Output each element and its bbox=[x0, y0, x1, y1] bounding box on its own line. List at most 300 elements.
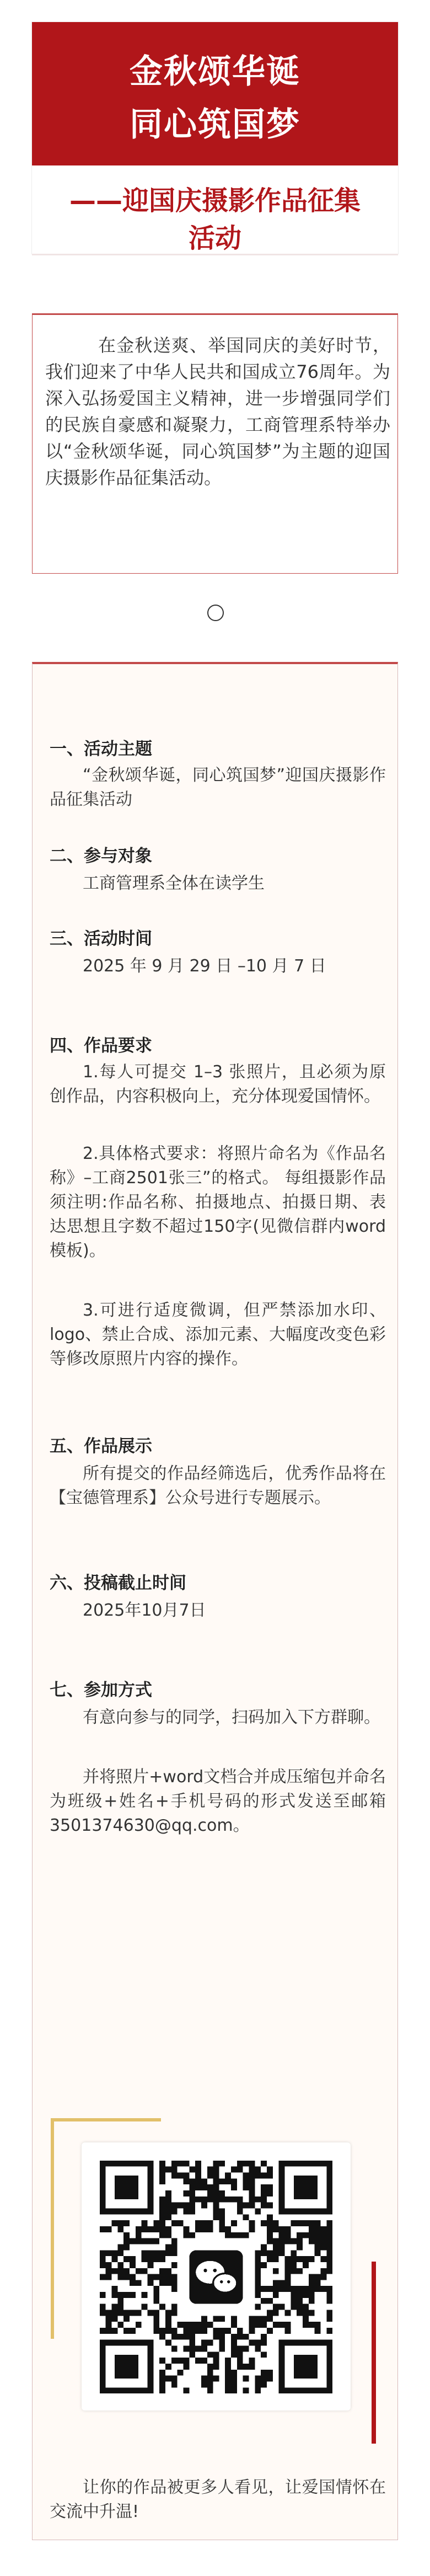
qr-module bbox=[123, 2220, 130, 2226]
qr-module bbox=[279, 2226, 285, 2232]
gold-frame-accent-top bbox=[51, 2118, 161, 2121]
qr-module bbox=[123, 2244, 130, 2250]
qr-module bbox=[267, 2220, 273, 2226]
qr-module bbox=[207, 2172, 213, 2178]
qr-module bbox=[243, 2376, 249, 2382]
qr-module bbox=[267, 2298, 273, 2304]
qr-module bbox=[255, 2262, 261, 2268]
section-body-time: 2025 年 9 月 29 日 –10 月 7 日 bbox=[83, 956, 326, 976]
qr-module bbox=[243, 2334, 249, 2340]
qr-module bbox=[106, 2328, 112, 2334]
section-heading-time: 三、活动时间 bbox=[50, 929, 152, 949]
qr-module bbox=[267, 2250, 273, 2256]
qr-module bbox=[243, 2178, 249, 2184]
qr-module bbox=[255, 2376, 261, 2382]
qr-module bbox=[165, 2268, 171, 2274]
qr-module bbox=[195, 2328, 201, 2334]
qr-module bbox=[261, 2316, 267, 2322]
qr-module bbox=[315, 2220, 321, 2226]
qr-module bbox=[225, 2387, 231, 2393]
qr-module bbox=[195, 2184, 201, 2190]
qr-module bbox=[237, 2208, 243, 2214]
qr-module bbox=[255, 2304, 261, 2310]
qr-module bbox=[207, 2196, 213, 2203]
qr-module bbox=[130, 2256, 136, 2262]
qr-module bbox=[159, 2172, 165, 2178]
qr-module bbox=[303, 2316, 309, 2322]
qr-module bbox=[171, 2167, 178, 2173]
qr-module bbox=[183, 2358, 189, 2364]
qr-module bbox=[117, 2226, 123, 2232]
qr-module bbox=[159, 2214, 165, 2220]
qr-module bbox=[207, 2167, 213, 2173]
gold-frame-accent bbox=[51, 2118, 76, 2339]
qr-module bbox=[147, 2256, 153, 2262]
qr-module bbox=[130, 2274, 136, 2280]
qr-module bbox=[315, 2286, 321, 2292]
qr-module bbox=[201, 2382, 207, 2388]
qr-module bbox=[130, 2292, 136, 2298]
qr-module bbox=[237, 2351, 243, 2358]
qr-module bbox=[261, 2286, 267, 2292]
qr-module bbox=[153, 2328, 159, 2334]
qr-module bbox=[130, 2238, 136, 2244]
qr-module bbox=[326, 2262, 332, 2268]
qr-module bbox=[267, 2214, 273, 2220]
qr-module bbox=[201, 2220, 207, 2226]
qr-module bbox=[291, 2250, 297, 2256]
qr-module bbox=[261, 2196, 267, 2203]
qr-module bbox=[159, 2268, 165, 2274]
qr-module bbox=[219, 2346, 225, 2352]
qr-module bbox=[303, 2220, 309, 2226]
qr-module bbox=[279, 2322, 285, 2328]
qr-finder-top-left bbox=[100, 2161, 153, 2214]
qr-module bbox=[171, 2376, 178, 2382]
qr-module bbox=[249, 2184, 255, 2190]
qr-module bbox=[106, 2226, 112, 2232]
qr-module bbox=[171, 2172, 178, 2178]
qr-module bbox=[261, 2220, 267, 2226]
qr-module bbox=[153, 2256, 159, 2262]
qr-module bbox=[195, 2358, 201, 2364]
qr-module bbox=[213, 2208, 219, 2214]
qr-code-icon[interactable] bbox=[94, 2155, 338, 2399]
qr-module bbox=[183, 2172, 189, 2178]
qr-module bbox=[231, 2382, 237, 2388]
qr-module bbox=[321, 2268, 327, 2274]
qr-module bbox=[111, 2316, 117, 2322]
qr-module bbox=[261, 2161, 267, 2167]
qr-module bbox=[111, 2304, 117, 2310]
qr-module bbox=[213, 2214, 219, 2220]
qr-module bbox=[255, 2172, 261, 2178]
qr-module bbox=[255, 2256, 261, 2262]
qr-module bbox=[106, 2262, 112, 2268]
qr-module bbox=[297, 2304, 303, 2310]
qr-module bbox=[201, 2196, 207, 2203]
qr-module bbox=[100, 2226, 106, 2232]
qr-module bbox=[297, 2232, 303, 2238]
qr-module bbox=[231, 2220, 237, 2226]
qr-module bbox=[249, 2178, 255, 2184]
qr-module bbox=[225, 2364, 231, 2370]
qr-module bbox=[297, 2286, 303, 2292]
qr-module bbox=[171, 2304, 178, 2310]
qr-module bbox=[273, 2292, 279, 2298]
qr-module bbox=[183, 2322, 189, 2328]
qr-module bbox=[189, 2184, 195, 2190]
qr-module bbox=[165, 2244, 171, 2250]
qr-module bbox=[159, 2370, 165, 2376]
qr-module bbox=[117, 2262, 123, 2268]
qr-module bbox=[255, 2346, 261, 2352]
requirement-item-2: 2.具体格式要求：将照片命名为《作品名称》–工商2501张三”的格式。 每组摄影作品须注明:作品名称、拍摄地点、拍摄日期、表达思想且字数不超过150字(见微信群内word模板)。 bbox=[50, 1144, 386, 1260]
qr-module bbox=[279, 2286, 285, 2292]
qr-module bbox=[130, 2280, 136, 2286]
qr-module bbox=[231, 2340, 237, 2346]
qr-module bbox=[213, 2167, 219, 2173]
qr-module bbox=[171, 2203, 178, 2209]
qr-module bbox=[165, 2203, 171, 2209]
qr-module bbox=[225, 2376, 231, 2382]
qr-module bbox=[297, 2298, 303, 2304]
qr-module bbox=[207, 2382, 213, 2388]
qr-module bbox=[159, 2256, 165, 2262]
qr-module bbox=[117, 2220, 123, 2226]
qr-module bbox=[326, 2244, 332, 2250]
qr-module bbox=[123, 2268, 130, 2274]
qr-module bbox=[201, 2322, 207, 2328]
qr-module bbox=[326, 2256, 332, 2262]
qr-module bbox=[315, 2232, 321, 2238]
qr-module bbox=[249, 2358, 255, 2364]
qr-module bbox=[171, 2208, 178, 2214]
qr-module bbox=[165, 2226, 171, 2232]
qr-module bbox=[213, 2203, 219, 2209]
qr-module bbox=[321, 2232, 327, 2238]
qr-module bbox=[326, 2220, 332, 2226]
qr-module bbox=[189, 2351, 195, 2358]
qr-module bbox=[291, 2238, 297, 2244]
qr-module bbox=[225, 2172, 231, 2178]
qr-module bbox=[117, 2250, 123, 2256]
qr-module bbox=[225, 2328, 231, 2334]
qr-module bbox=[142, 2220, 148, 2226]
qr-module bbox=[159, 2226, 165, 2232]
qr-module bbox=[159, 2178, 165, 2184]
qr-module bbox=[189, 2232, 195, 2238]
qr-module bbox=[142, 2238, 148, 2244]
qr-module bbox=[153, 2226, 159, 2232]
requirement-item-3: 3.可进行适度微调，但严禁添加水印、logo、禁止合成、添加元素、大幅度改变色彩等修改原照片内容的操作。 bbox=[50, 1301, 386, 1369]
qr-module bbox=[136, 2280, 142, 2286]
qr-module bbox=[213, 2196, 219, 2203]
qr-module bbox=[171, 2250, 178, 2256]
qr-module bbox=[285, 2328, 291, 2334]
qr-module bbox=[111, 2256, 117, 2262]
wechat-icon bbox=[183, 2244, 249, 2310]
qr-module bbox=[165, 2167, 171, 2173]
qr-module bbox=[171, 2310, 178, 2316]
qr-module bbox=[213, 2351, 219, 2358]
qr-module bbox=[261, 2190, 267, 2196]
section-heading-showcase: 五、作品展示 bbox=[50, 1436, 152, 1456]
qr-module bbox=[315, 2244, 321, 2250]
qr-module bbox=[189, 2208, 195, 2214]
qr-module bbox=[237, 2346, 243, 2352]
qr-module bbox=[142, 2268, 148, 2274]
qr-module bbox=[111, 2328, 117, 2334]
qr-module bbox=[123, 2316, 130, 2322]
qr-module bbox=[309, 2286, 315, 2292]
qr-module bbox=[153, 2322, 159, 2328]
qr-module bbox=[255, 2167, 261, 2173]
qr-module bbox=[249, 2161, 255, 2167]
qr-module bbox=[249, 2167, 255, 2173]
qr-finder-bottom-left bbox=[100, 2340, 153, 2393]
qr-module bbox=[130, 2328, 136, 2334]
qr-module bbox=[261, 2298, 267, 2304]
qr-module bbox=[106, 2250, 112, 2256]
qr-module bbox=[315, 2250, 321, 2256]
qr-module bbox=[237, 2196, 243, 2203]
section-body-participants: 工商管理系全体在读学生 bbox=[83, 874, 265, 893]
qr-module bbox=[147, 2280, 153, 2286]
qr-module bbox=[165, 2196, 171, 2203]
qr-module bbox=[279, 2280, 285, 2286]
section-body-showcase: 所有提交的作品经筛选后，优秀作品将在【宝德管理系】公众号进行专题展示。 bbox=[50, 1464, 386, 1508]
qr-module bbox=[165, 2364, 171, 2370]
qr-module bbox=[255, 2387, 261, 2393]
qr-module bbox=[171, 2286, 178, 2292]
qr-module bbox=[231, 2334, 237, 2340]
qr-module bbox=[213, 2376, 219, 2382]
qr-module bbox=[201, 2376, 207, 2382]
qr-module bbox=[267, 2203, 273, 2209]
title-line-2: 同心筑国梦 bbox=[130, 105, 300, 144]
qr-module bbox=[285, 2268, 291, 2274]
qr-module bbox=[178, 2172, 184, 2178]
qr-module bbox=[249, 2226, 255, 2232]
section-heading-requirements: 四、作品要求 bbox=[50, 1036, 152, 1056]
qr-module bbox=[207, 2370, 213, 2376]
qr-module bbox=[315, 2328, 321, 2334]
qr-module bbox=[255, 2316, 261, 2322]
qr-module bbox=[213, 2358, 219, 2364]
qr-module bbox=[189, 2196, 195, 2203]
qr-module bbox=[159, 2382, 165, 2388]
qr-module bbox=[303, 2292, 309, 2298]
qr-module bbox=[207, 2351, 213, 2358]
qr-module bbox=[136, 2322, 142, 2328]
qr-module bbox=[100, 2256, 106, 2262]
qr-module bbox=[183, 2226, 189, 2232]
qr-module bbox=[195, 2196, 201, 2203]
qr-module bbox=[243, 2387, 249, 2393]
qr-module bbox=[100, 2274, 106, 2280]
section-body-deadline: 2025年10月7日 bbox=[83, 1601, 206, 1620]
qr-module bbox=[142, 2226, 148, 2232]
qr-module bbox=[273, 2220, 279, 2226]
qr-module bbox=[219, 2340, 225, 2346]
section-heading-how-to-join: 七、参加方式 bbox=[50, 1680, 152, 1700]
qr-module bbox=[195, 2346, 201, 2352]
qr-module bbox=[231, 2196, 237, 2203]
qr-module bbox=[165, 2208, 171, 2214]
qr-module bbox=[189, 2203, 195, 2209]
qr-module bbox=[111, 2310, 117, 2316]
qr-module bbox=[267, 2370, 273, 2376]
qr-module bbox=[267, 2184, 273, 2190]
qr-module bbox=[111, 2268, 117, 2274]
qr-module bbox=[117, 2292, 123, 2298]
qr-module bbox=[303, 2310, 309, 2316]
qr-module bbox=[291, 2286, 297, 2292]
qr-module bbox=[207, 2190, 213, 2196]
qr-module bbox=[201, 2226, 207, 2232]
section-heading-theme: 一、活动主题 bbox=[50, 739, 152, 759]
qr-module bbox=[261, 2184, 267, 2190]
qr-module bbox=[285, 2232, 291, 2238]
qr-module bbox=[303, 2286, 309, 2292]
qr-module bbox=[117, 2310, 123, 2316]
requirement-item-1: 1.每人可提交 1–3 张照片，且必须为原创作品，内容积极向上，充分体现爱国情怀。 bbox=[50, 1062, 386, 1106]
qr-module bbox=[321, 2274, 327, 2280]
qr-module bbox=[178, 2322, 184, 2328]
qr-module bbox=[255, 2322, 261, 2328]
qr-module bbox=[213, 2178, 219, 2184]
qr-module bbox=[183, 2178, 189, 2184]
qr-module bbox=[213, 2161, 219, 2167]
qr-module bbox=[309, 2256, 315, 2262]
qr-module bbox=[315, 2226, 321, 2232]
qr-module bbox=[285, 2238, 291, 2244]
qr-module bbox=[309, 2274, 315, 2280]
qr-module bbox=[326, 2286, 332, 2292]
qr-module bbox=[261, 2340, 267, 2346]
qr-module bbox=[267, 2238, 273, 2244]
qr-module bbox=[153, 2298, 159, 2304]
qr-module bbox=[123, 2256, 130, 2262]
qr-module bbox=[165, 2280, 171, 2286]
qr-module bbox=[225, 2358, 231, 2364]
qr-module bbox=[219, 2196, 225, 2203]
qr-module bbox=[159, 2232, 165, 2238]
qr-module bbox=[303, 2304, 309, 2310]
qr-module bbox=[315, 2274, 321, 2280]
qr-module bbox=[100, 2304, 106, 2310]
qr-module bbox=[297, 2268, 303, 2274]
qr-module bbox=[267, 2232, 273, 2238]
qr-module bbox=[189, 2190, 195, 2196]
qr-module bbox=[279, 2238, 285, 2244]
qr-module bbox=[207, 2322, 213, 2328]
qr-module bbox=[106, 2316, 112, 2322]
qr-module bbox=[243, 2172, 249, 2178]
qr-module bbox=[267, 2172, 273, 2178]
qr-module bbox=[195, 2226, 201, 2232]
qr-module bbox=[171, 2274, 178, 2280]
qr-module bbox=[201, 2328, 207, 2334]
qr-module bbox=[243, 2161, 249, 2167]
qr-module bbox=[261, 2334, 267, 2340]
qr-module bbox=[309, 2280, 315, 2286]
qr-module bbox=[309, 2322, 315, 2328]
qr-module bbox=[243, 2232, 249, 2238]
qr-module bbox=[267, 2328, 273, 2334]
qr-module bbox=[326, 2316, 332, 2322]
qr-module bbox=[303, 2232, 309, 2238]
qr-module bbox=[183, 2190, 189, 2196]
section-body-theme: “金秋颂华诞，同心筑国梦”迎国庆摄影作品征集活动 bbox=[50, 766, 386, 809]
qr-code-card[interactable] bbox=[82, 2142, 351, 2411]
qr-module bbox=[117, 2304, 123, 2310]
qr-module bbox=[219, 2334, 225, 2340]
qr-module bbox=[267, 2316, 273, 2322]
qr-module bbox=[153, 2316, 159, 2322]
qr-module bbox=[285, 2256, 291, 2262]
qr-module bbox=[261, 2322, 267, 2328]
qr-module bbox=[261, 2244, 267, 2250]
qr-module bbox=[326, 2268, 332, 2274]
qr-module bbox=[261, 2262, 267, 2268]
qr-module bbox=[261, 2382, 267, 2388]
qr-module bbox=[207, 2220, 213, 2226]
qr-module bbox=[117, 2244, 123, 2250]
qr-module bbox=[153, 2250, 159, 2256]
qr-module bbox=[111, 2220, 117, 2226]
qr-module bbox=[273, 2268, 279, 2274]
qr-module bbox=[219, 2328, 225, 2334]
qr-module bbox=[273, 2238, 279, 2244]
qr-module bbox=[195, 2178, 201, 2184]
qr-module bbox=[326, 2298, 332, 2304]
qr-module bbox=[231, 2376, 237, 2382]
qr-module bbox=[237, 2358, 243, 2364]
qr-module bbox=[178, 2203, 184, 2209]
qr-module bbox=[237, 2161, 243, 2167]
subtitle bbox=[32, 182, 398, 257]
qr-module bbox=[267, 2376, 273, 2382]
qr-module bbox=[237, 2232, 243, 2238]
qr-module bbox=[165, 2340, 171, 2346]
qr-module bbox=[189, 2334, 195, 2340]
qr-module bbox=[231, 2387, 237, 2393]
qr-module bbox=[100, 2328, 106, 2334]
qr-module bbox=[147, 2262, 153, 2268]
qr-module bbox=[249, 2203, 255, 2209]
qr-module bbox=[279, 2304, 285, 2310]
qr-module bbox=[273, 2322, 279, 2328]
qr-module bbox=[237, 2334, 243, 2340]
qr-module bbox=[225, 2232, 231, 2238]
qr-module bbox=[213, 2364, 219, 2370]
qr-module bbox=[183, 2334, 189, 2340]
qr-module bbox=[273, 2304, 279, 2310]
qr-module bbox=[219, 2316, 225, 2322]
qr-module bbox=[165, 2274, 171, 2280]
qr-module bbox=[183, 2346, 189, 2352]
qr-module bbox=[231, 2322, 237, 2328]
qr-module bbox=[267, 2167, 273, 2173]
qr-module bbox=[309, 2226, 315, 2232]
qr-module bbox=[231, 2346, 237, 2352]
qr-module bbox=[213, 2334, 219, 2340]
qr-module bbox=[219, 2178, 225, 2184]
section-heading-participants: 二、参与对象 bbox=[50, 846, 152, 866]
qr-module bbox=[159, 2334, 165, 2340]
